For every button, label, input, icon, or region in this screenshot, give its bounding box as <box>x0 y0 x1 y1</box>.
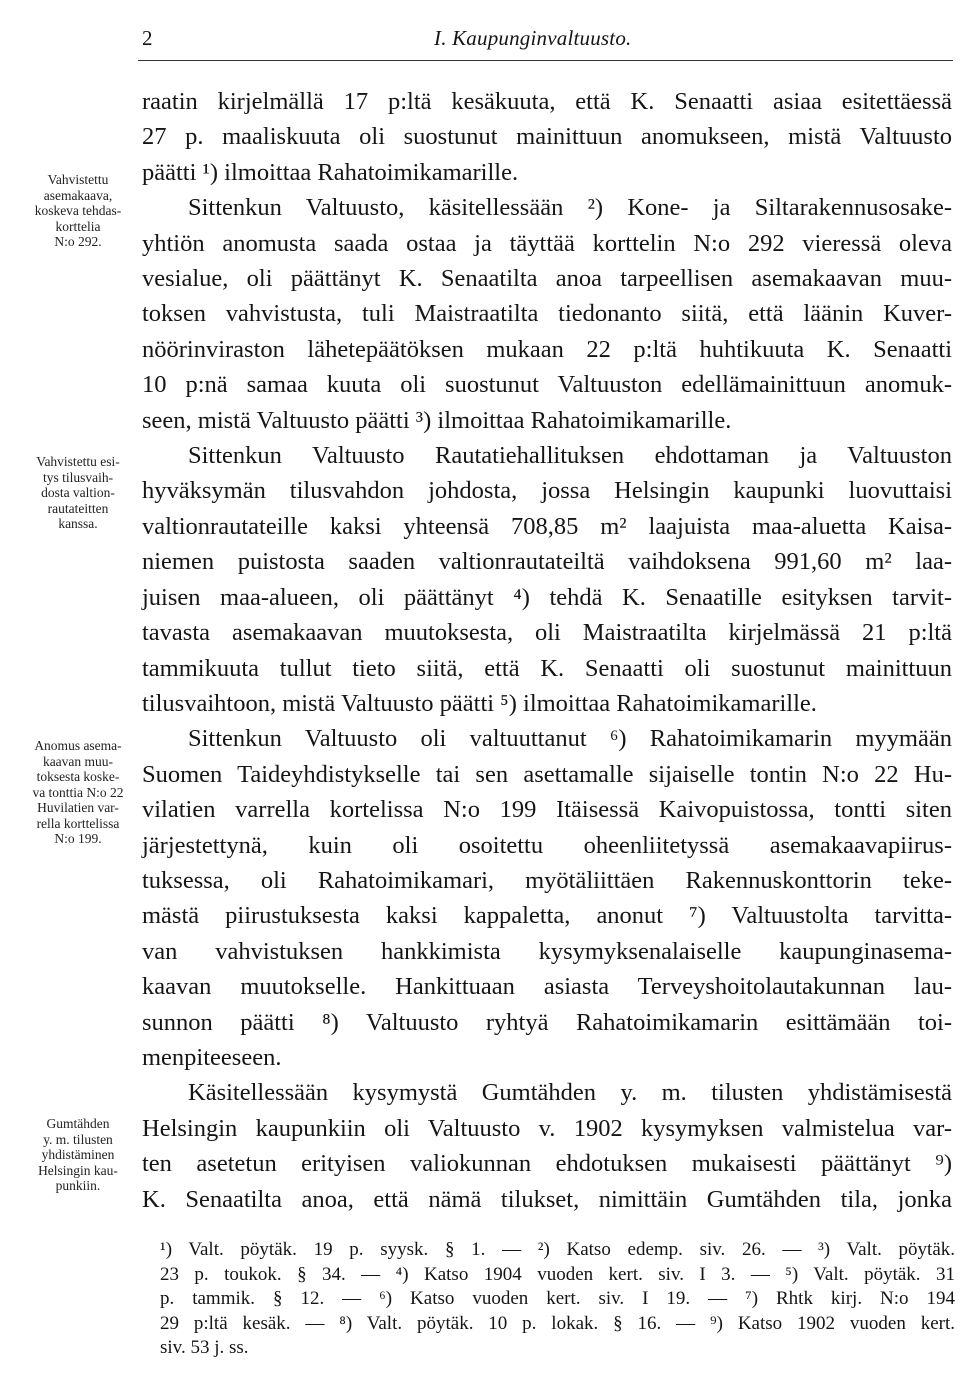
paragraph <box>142 721 952 1075</box>
margin-note <box>4 1116 152 1194</box>
margin-note-line: dosta valtion- <box>41 485 115 500</box>
text-line: päätti ¹) ilmoittaa Rahatoimikamarille. <box>142 158 519 186</box>
text-line: van vahvistuksen hankkimista kysymyksenalaiselle kaupunginasema- <box>142 937 952 965</box>
margin-note-line: y. m. tilusten <box>43 1131 113 1147</box>
footnote-line: siv. 53 j. ss. <box>160 1337 249 1358</box>
margin-note-line: N:o 199. <box>54 831 102 846</box>
margin-note-line: kanssa. <box>58 516 98 531</box>
text-line: vesialue, oli päättänyt K. Senaatilta anoa tarpeellisen asemakaavan muu- <box>142 265 952 293</box>
footnotes <box>160 1238 955 1361</box>
text-line: kaavan muutokselle. Hankittuaan asiasta Terveyshoitolautakunnan lau- <box>142 973 952 1001</box>
footnote-line: 23 p. toukok. § 34. — ⁴) Katso 1904 vuoden kert. siv. I 3. — ⁵) Valt. pöytäk. 31 <box>160 1263 955 1285</box>
text-line: Käsitellessään kysymystä Gumtähden y. m. tilusten yhdistämisestä <box>188 1079 952 1107</box>
text-line: järjestettynä, kuin oli osoitettu oheenliitetyssä asemakaavapiirus- <box>142 831 952 859</box>
text-line: sunnon päätti ⁸) Valtuusto ryhtyä Rahatoimikamarin esittämään toi- <box>142 1008 952 1036</box>
paragraph <box>142 1075 952 1217</box>
text-line: juisen maa-alueen, oli päättänyt ⁴) tehdä K. Senaatille esityksen tarvit- <box>142 583 952 611</box>
margin-note-line: Helsingin kau- <box>38 1162 118 1178</box>
text-line: 27 p. maaliskuuta oli suostunut mainittuun anomukseen, mistä Valtuusto <box>142 123 952 151</box>
margin-note <box>4 738 152 847</box>
margin-note-line: Gumtähden <box>46 1116 110 1131</box>
margin-note-line: va tonttia N:o 22 <box>32 784 124 800</box>
margin-note-line: koskeva tehdas- <box>34 203 122 218</box>
footnote-line: 29 p:ltä kesäk. — ⁸) Valt. pöytäk. 10 p. lokak. § 16. — ⁹) Katso 1902 vuoden kert. <box>160 1312 955 1334</box>
text-line: tuksessa, oli Rahatoimikamari, myötäliittäen Rakennuskonttorin teke- <box>142 866 952 894</box>
margin-note-line: punkiin. <box>55 1178 101 1193</box>
text-line: toksen vahvistusta, tuli Maistraatilta tiedonanto siitä, että läänin Kuver- <box>142 300 952 328</box>
page-number: 2 <box>142 26 153 50</box>
text-line: valtionrautateille kaksi yhteensä 708,85 m² laajuista maa-aluetta Kaisa- <box>142 512 952 540</box>
margin-note-line: korttelia <box>55 218 101 234</box>
text-line: Suomen Taideyhdistykselle tai sen asettamalle sijaiselle tontin N:o 22 Hu- <box>142 760 952 788</box>
margin-note-line: kaavan muu- <box>42 753 114 769</box>
text-line: Sittenkun Valtuusto Rautatiehallituksen ehdottaman ja Valtuuston <box>188 442 952 470</box>
paragraph <box>142 190 952 438</box>
margin-note-line: yhdistäminen <box>41 1147 115 1162</box>
text-line: vilatien varrella kortelissa N:o 199 Itäisessä Kaivopuistossa, tontti siten <box>142 796 952 824</box>
body-text <box>142 84 952 1217</box>
text-line: Sittenkun Valtuusto, käsitellessään ²) Kone- ja Siltarakennusosake- <box>188 194 952 222</box>
margin-note-line: rella korttelissa <box>36 815 120 831</box>
margin-note <box>4 172 152 250</box>
text-line: K. Senaatilta anoa, että nämä tilukset, nimittäin Gumtähden tila, jonka <box>142 1185 952 1213</box>
footnote-line: ¹) Valt. pöytäk. 19 p. syysk. § 1. — ²) Katso edemp. siv. 26. — ³) Valt. pöytäk. <box>160 1239 955 1260</box>
text-line: seen, mistä Valtuusto päätti ³) ilmoittaa Rahatoimikamarille. <box>142 406 732 434</box>
margin-note-line: tys tilusvaih- <box>42 469 114 485</box>
text-line: nöörinviraston lähetepäätöksen mukaan 22 p:ltä huhtikuuta K. Senaatti <box>142 335 952 363</box>
running-head: I. Kaupunginvaltuusto. <box>434 26 632 50</box>
margin-note <box>4 454 152 532</box>
text-line: mästä piirustuksesta kaksi kappaletta, anonut ⁷) Valtuustolta tarvitta- <box>142 902 952 930</box>
text-line: Helsingin kaupunkiin oli Valtuusto v. 1902 kysymyksen valmistelua var- <box>142 1114 952 1142</box>
page-header <box>0 20 960 56</box>
text-line: hyväksymän tilusvahdon johdosta, jossa Helsingin kaupunki luovuttaisi <box>142 477 952 505</box>
text-line: menpiteeseen. <box>142 1043 282 1071</box>
text-line: tilusvaihtoon, mistä Valtuusto päätti ⁵) ilmoittaa Rahatoimikamarille. <box>142 689 817 717</box>
text-line: ten asetetun erityisen valiokunnan ehdotuksen mukaisesti päättänyt ⁹) <box>142 1150 952 1178</box>
footnote-line: p. tammik. § 12. — ⁶) Katso vuoden kert. siv. I 19. — ⁷) Rhtk kirj. N:o 194 <box>160 1288 955 1309</box>
margin-note-line: rautateitten <box>47 500 109 516</box>
text-line: Sittenkun Valtuusto oli valtuuttanut ⁶) Rahatoimikamarin myymään <box>188 725 952 753</box>
text-line: yhtiön anomusta saada ostaa ja täyttää korttelin N:o 292 vieressä oleva <box>142 229 952 257</box>
text-line: niemen puistosta saaden valtionrautateiltä vaihdoksena 991,60 m² laa- <box>142 548 952 576</box>
margin-note-line: Vahvistettu <box>47 172 109 187</box>
paragraph <box>142 84 952 190</box>
text-line: raatin kirjelmällä 17 p:ltä kesäkuuta, että K. Senaatti asiaa esitettäessä <box>142 88 952 115</box>
margin-note-line: Huvilatien var- <box>37 800 119 815</box>
margin-note-line: Anomus asema- <box>34 738 122 753</box>
text-line: 10 p:nä samaa kuuta oli suostunut Valtuuston edellämainittuun anomuk- <box>142 371 952 399</box>
text-line: tammikuuta tullut tieto siitä, että K. Senaatti oli suostunut mainittuun <box>142 654 952 682</box>
margin-note-line: Vahvistettu esi- <box>36 454 120 469</box>
text-line: tavasta asemakaavan muutoksesta, oli Maistraatilta kirjelmässä 21 p:ltä <box>142 619 952 647</box>
margin-note-line: toksesta koske- <box>36 769 120 784</box>
header-rule <box>138 60 953 61</box>
margin-note-line: N:o 292. <box>54 234 102 249</box>
margin-note-line: asemakaava, <box>43 187 113 203</box>
paragraph <box>142 438 952 721</box>
